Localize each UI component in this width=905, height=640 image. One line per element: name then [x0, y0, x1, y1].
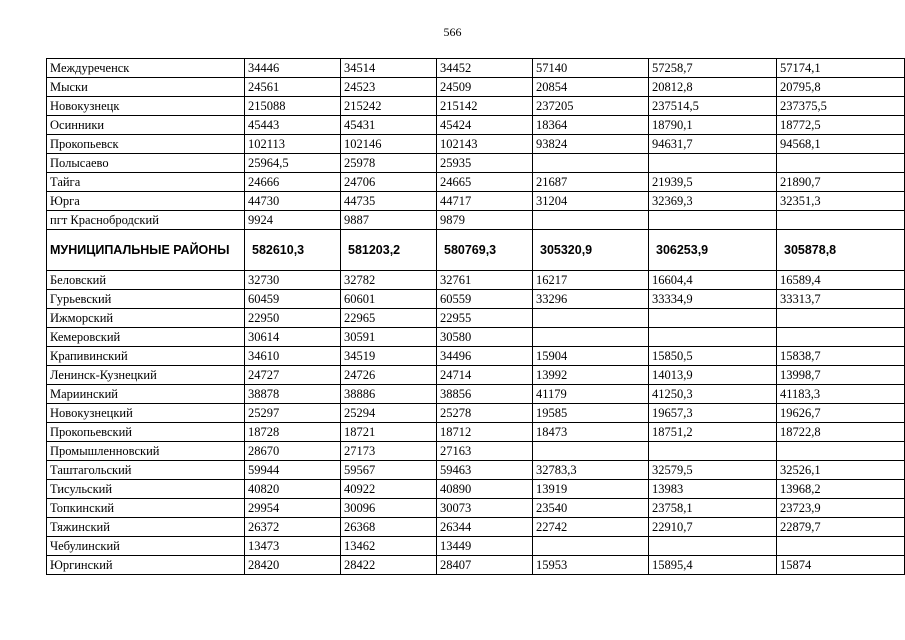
page-number: 566 [443, 25, 462, 39]
value-cell: 59463 [437, 461, 533, 480]
row-name-cell: Юрга [47, 192, 245, 211]
value-cell: 22965 [341, 309, 437, 328]
value-cell [533, 328, 649, 347]
value-cell: 21890,7 [777, 173, 905, 192]
value-cell [649, 442, 777, 461]
value-cell: 237205 [533, 97, 649, 116]
value-cell: 94568,1 [777, 135, 905, 154]
value-cell [777, 537, 905, 556]
value-cell: 22879,7 [777, 518, 905, 537]
value-cell: 33313,7 [777, 290, 905, 309]
value-cell: 27173 [341, 442, 437, 461]
value-cell: 24665 [437, 173, 533, 192]
value-cell: 41183,3 [777, 385, 905, 404]
value-cell: 28422 [341, 556, 437, 575]
value-cell: 40890 [437, 480, 533, 499]
value-cell: 32730 [245, 271, 341, 290]
value-cell: 30614 [245, 328, 341, 347]
row-name-cell: Ленинск-Кузнецкий [47, 366, 245, 385]
value-cell: 45443 [245, 116, 341, 135]
table-row [47, 461, 905, 480]
value-cell: 13449 [437, 537, 533, 556]
value-cell: 13992 [533, 366, 649, 385]
value-cell: 18772,5 [777, 116, 905, 135]
value-cell: 32761 [437, 271, 533, 290]
value-cell: 31204 [533, 192, 649, 211]
value-cell: 30096 [341, 499, 437, 518]
table-row [47, 385, 905, 404]
table-row [47, 211, 905, 230]
row-name-cell: Гурьевский [47, 290, 245, 309]
row-name-cell: Новокузнецк [47, 97, 245, 116]
value-cell: 15895,4 [649, 556, 777, 575]
value-cell: 306253,9 [649, 230, 777, 271]
value-cell: 25297 [245, 404, 341, 423]
row-name-cell: Полысаево [47, 154, 245, 173]
value-cell: 24726 [341, 366, 437, 385]
value-cell: 33334,9 [649, 290, 777, 309]
value-cell: 30073 [437, 499, 533, 518]
value-cell [777, 309, 905, 328]
value-cell: 44717 [437, 192, 533, 211]
value-cell: 23758,1 [649, 499, 777, 518]
value-cell: 26368 [341, 518, 437, 537]
value-cell: 582610,3 [245, 230, 341, 271]
row-name-cell: Прокопьевск [47, 135, 245, 154]
value-cell: 60601 [341, 290, 437, 309]
value-cell [533, 154, 649, 173]
value-cell: 38886 [341, 385, 437, 404]
value-cell: 581203,2 [341, 230, 437, 271]
value-cell: 19626,7 [777, 404, 905, 423]
value-cell: 9924 [245, 211, 341, 230]
value-cell: 102146 [341, 135, 437, 154]
value-cell: 16217 [533, 271, 649, 290]
table-row [47, 537, 905, 556]
table-row [47, 230, 905, 271]
value-cell: 19657,3 [649, 404, 777, 423]
value-cell: 102113 [245, 135, 341, 154]
value-cell: 45424 [437, 116, 533, 135]
value-cell: 19585 [533, 404, 649, 423]
value-cell [533, 309, 649, 328]
value-cell: 13998,7 [777, 366, 905, 385]
value-cell: 9887 [341, 211, 437, 230]
value-cell: 580769,3 [437, 230, 533, 271]
value-cell: 18721 [341, 423, 437, 442]
value-cell: 13919 [533, 480, 649, 499]
table-row [47, 499, 905, 518]
value-cell: 24714 [437, 366, 533, 385]
value-cell: 25294 [341, 404, 437, 423]
value-cell: 44735 [341, 192, 437, 211]
table-row [47, 328, 905, 347]
value-cell: 20795,8 [777, 78, 905, 97]
table-row [47, 192, 905, 211]
value-cell: 24509 [437, 78, 533, 97]
value-cell: 38856 [437, 385, 533, 404]
value-cell: 94631,7 [649, 135, 777, 154]
value-cell: 18722,8 [777, 423, 905, 442]
value-cell: 15874 [777, 556, 905, 575]
value-cell [649, 309, 777, 328]
row-name-cell: Прокопьевский [47, 423, 245, 442]
value-cell: 15838,7 [777, 347, 905, 366]
row-name-cell: Юргинский [47, 556, 245, 575]
table-row [47, 173, 905, 192]
value-cell: 33296 [533, 290, 649, 309]
value-cell: 24561 [245, 78, 341, 97]
row-name-cell: Чебулинский [47, 537, 245, 556]
value-cell: 32783,3 [533, 461, 649, 480]
value-cell: 215088 [245, 97, 341, 116]
row-name-cell: Тяжинский [47, 518, 245, 537]
value-cell: 18473 [533, 423, 649, 442]
value-cell [533, 442, 649, 461]
table-row [47, 97, 905, 116]
value-cell: 305878,8 [777, 230, 905, 271]
row-name-cell: Осинники [47, 116, 245, 135]
value-cell: 215142 [437, 97, 533, 116]
row-name-cell: Промышленновский [47, 442, 245, 461]
value-cell: 59567 [341, 461, 437, 480]
value-cell: 18364 [533, 116, 649, 135]
value-cell: 13968,2 [777, 480, 905, 499]
value-cell: 15953 [533, 556, 649, 575]
value-cell [533, 537, 649, 556]
value-cell: 28670 [245, 442, 341, 461]
value-cell: 25978 [341, 154, 437, 173]
value-cell: 34610 [245, 347, 341, 366]
value-cell: 32579,5 [649, 461, 777, 480]
table-row [47, 135, 905, 154]
row-name-cell: Беловский [47, 271, 245, 290]
table-row [47, 271, 905, 290]
value-cell: 18712 [437, 423, 533, 442]
value-cell: 21687 [533, 173, 649, 192]
data-table [46, 58, 905, 575]
value-cell: 30591 [341, 328, 437, 347]
value-cell: 237514,5 [649, 97, 777, 116]
value-cell: 15850,5 [649, 347, 777, 366]
value-cell: 60459 [245, 290, 341, 309]
row-name-cell: Таштагольский [47, 461, 245, 480]
value-cell: 57140 [533, 59, 649, 78]
table-body [47, 59, 905, 575]
value-cell: 25935 [437, 154, 533, 173]
value-cell: 34519 [341, 347, 437, 366]
row-name-cell: Тисульский [47, 480, 245, 499]
value-cell: 23540 [533, 499, 649, 518]
value-cell: 34496 [437, 347, 533, 366]
row-name-cell: Тайга [47, 173, 245, 192]
value-cell: 60559 [437, 290, 533, 309]
row-name-cell: Кемеровский [47, 328, 245, 347]
value-cell: 237375,5 [777, 97, 905, 116]
value-cell: 23723,9 [777, 499, 905, 518]
value-cell: 22955 [437, 309, 533, 328]
value-cell: 22950 [245, 309, 341, 328]
value-cell: 102143 [437, 135, 533, 154]
value-cell: 18728 [245, 423, 341, 442]
value-cell: 28420 [245, 556, 341, 575]
value-cell: 16589,4 [777, 271, 905, 290]
value-cell: 38878 [245, 385, 341, 404]
table-row [47, 78, 905, 97]
row-name-cell: Ижморский [47, 309, 245, 328]
value-cell: 45431 [341, 116, 437, 135]
value-cell: 32351,3 [777, 192, 905, 211]
value-cell: 41179 [533, 385, 649, 404]
table-row [47, 423, 905, 442]
row-name-cell: Междуреченск [47, 59, 245, 78]
value-cell: 32526,1 [777, 461, 905, 480]
value-cell: 32782 [341, 271, 437, 290]
row-name-cell: Мариинский [47, 385, 245, 404]
value-cell: 28407 [437, 556, 533, 575]
table-row [47, 154, 905, 173]
table-row [47, 404, 905, 423]
value-cell [777, 154, 905, 173]
value-cell: 24523 [341, 78, 437, 97]
row-name-cell: Мыски [47, 78, 245, 97]
value-cell: 24706 [341, 173, 437, 192]
value-cell [777, 211, 905, 230]
value-cell: 34514 [341, 59, 437, 78]
value-cell: 18790,1 [649, 116, 777, 135]
value-cell: 93824 [533, 135, 649, 154]
table-row [47, 442, 905, 461]
value-cell: 29954 [245, 499, 341, 518]
value-cell: 13983 [649, 480, 777, 499]
value-cell: 24727 [245, 366, 341, 385]
value-cell: 27163 [437, 442, 533, 461]
value-cell: 57258,7 [649, 59, 777, 78]
value-cell: 57174,1 [777, 59, 905, 78]
row-name-cell: МУНИЦИПАЛЬНЫЕ РАЙОНЫ [47, 230, 245, 271]
value-cell: 15904 [533, 347, 649, 366]
value-cell [649, 154, 777, 173]
value-cell: 18751,2 [649, 423, 777, 442]
table-row [47, 366, 905, 385]
value-cell: 26344 [437, 518, 533, 537]
table-row [47, 518, 905, 537]
value-cell: 13462 [341, 537, 437, 556]
value-cell [777, 442, 905, 461]
value-cell: 40922 [341, 480, 437, 499]
table-row [47, 116, 905, 135]
value-cell: 59944 [245, 461, 341, 480]
value-cell: 24666 [245, 173, 341, 192]
value-cell [533, 211, 649, 230]
value-cell: 13473 [245, 537, 341, 556]
value-cell: 44730 [245, 192, 341, 211]
value-cell: 25964,5 [245, 154, 341, 173]
table-row [47, 309, 905, 328]
table-row [47, 59, 905, 78]
row-name-cell: Новокузнецкий [47, 404, 245, 423]
value-cell: 14013,9 [649, 366, 777, 385]
value-cell: 20854 [533, 78, 649, 97]
value-cell: 41250,3 [649, 385, 777, 404]
value-cell [649, 328, 777, 347]
value-cell: 21939,5 [649, 173, 777, 192]
value-cell: 32369,3 [649, 192, 777, 211]
value-cell: 215242 [341, 97, 437, 116]
value-cell [649, 211, 777, 230]
row-name-cell: Топкинский [47, 499, 245, 518]
value-cell: 40820 [245, 480, 341, 499]
table-row [47, 347, 905, 366]
value-cell: 305320,9 [533, 230, 649, 271]
value-cell: 34446 [245, 59, 341, 78]
table-row [47, 480, 905, 499]
value-cell: 20812,8 [649, 78, 777, 97]
value-cell: 9879 [437, 211, 533, 230]
value-cell [777, 328, 905, 347]
value-cell: 16604,4 [649, 271, 777, 290]
value-cell: 30580 [437, 328, 533, 347]
table-row [47, 556, 905, 575]
value-cell: 22742 [533, 518, 649, 537]
row-name-cell: пгт Краснобродский [47, 211, 245, 230]
table-row [47, 290, 905, 309]
value-cell: 22910,7 [649, 518, 777, 537]
value-cell: 26372 [245, 518, 341, 537]
value-cell: 25278 [437, 404, 533, 423]
value-cell [649, 537, 777, 556]
value-cell: 34452 [437, 59, 533, 78]
row-name-cell: Крапивинский [47, 347, 245, 366]
